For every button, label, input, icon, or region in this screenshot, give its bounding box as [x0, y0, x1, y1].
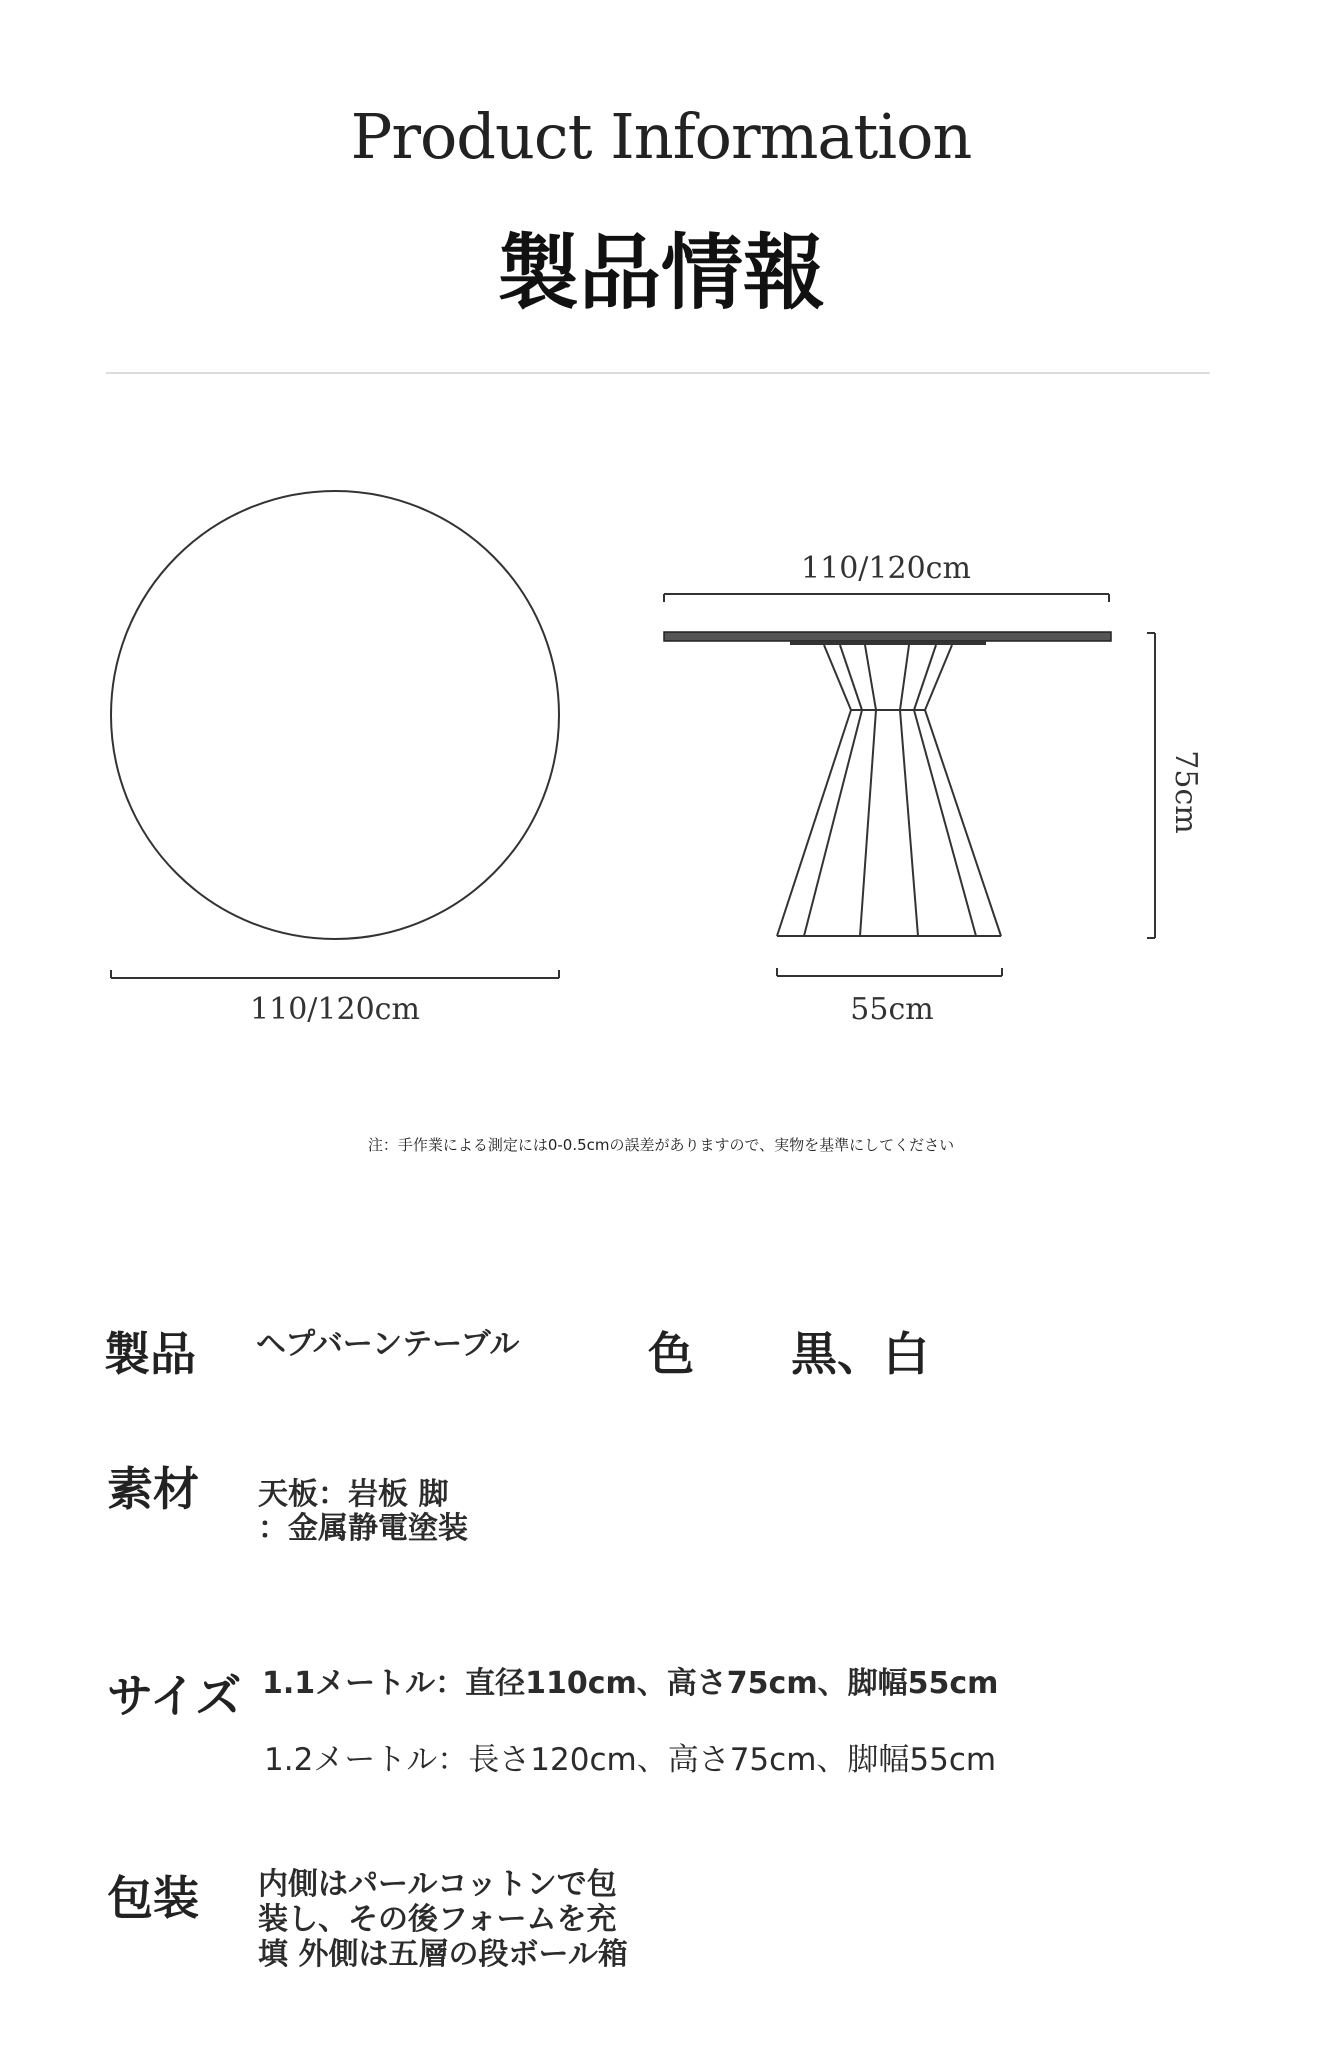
base-width-dimension-line: [777, 968, 1002, 976]
packaging-label: 包装: [107, 1871, 199, 1925]
side-view-width-label: 110/120cm: [801, 551, 971, 586]
product-value: ヘプバーンテーブル: [256, 1327, 520, 1362]
size-label: サイズ: [107, 1669, 242, 1723]
size-line1: 1.1メートル：直径110cm、高さ75cm、脚幅55cm: [262, 1666, 999, 1701]
product-label: 製品: [104, 1327, 196, 1381]
top-view-width-label: 110/120cm: [250, 992, 420, 1027]
size-line2: 1.2メートル：長さ120cm、高さ75cm、脚幅55cm: [264, 1742, 997, 1778]
side-view-width-dimension-line: [664, 594, 1109, 602]
base-width-label: 55cm: [850, 992, 934, 1027]
packaging-line2: 装し、その後フォームを充: [258, 1902, 617, 1937]
color-value: 黒、白: [791, 1327, 929, 1381]
table-top-slab: [664, 632, 1111, 645]
material-label: 素材: [107, 1462, 199, 1516]
packaging-line3: 填 外側は五層の段ボール箱: [258, 1937, 628, 1972]
top-view-dimension-line: [111, 970, 559, 978]
height-label: 75cm: [1168, 750, 1203, 834]
measurement-note: 注：手作業による測定には0-0.5cmの誤差がありますので、実物を基準にしてください: [367, 1136, 955, 1154]
pedestal-base: [777, 645, 1001, 936]
color-label: 色: [648, 1327, 694, 1381]
english-title: Product Information: [350, 100, 972, 173]
packaging-line1: 内側はパールコットンで包: [258, 1867, 617, 1902]
top-view-circle: [111, 491, 559, 939]
japanese-title: 製品情報: [496, 226, 825, 321]
material-line2: ：金属静電塗装: [258, 1511, 468, 1546]
height-dimension-line: [1147, 633, 1155, 938]
material-line1: 天板：岩板 脚: [258, 1477, 449, 1512]
